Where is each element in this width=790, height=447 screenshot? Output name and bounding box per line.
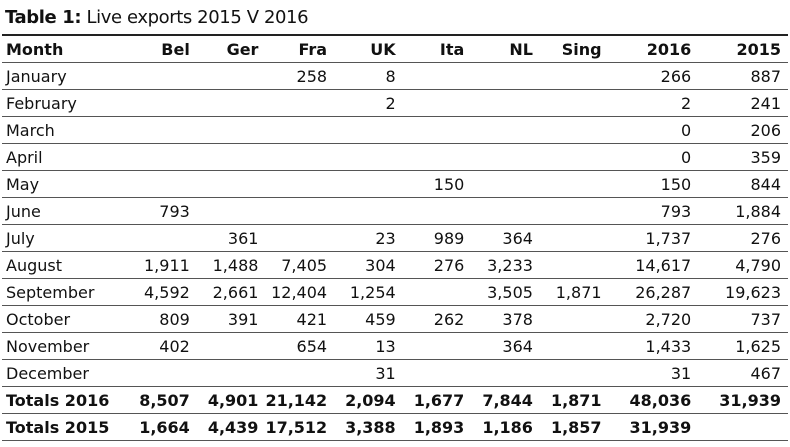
cell-ita xyxy=(403,360,472,387)
cell-ger: 391 xyxy=(197,306,266,333)
cell-nl: 378 xyxy=(471,306,540,333)
cell-ita xyxy=(403,333,472,360)
table-title-lead: Table 1: xyxy=(5,7,82,28)
cell-ita: 1,677 xyxy=(403,387,472,414)
table-row xyxy=(2,171,788,198)
cell-month: April xyxy=(2,144,128,171)
cell-ita xyxy=(403,90,472,117)
cell-bel xyxy=(128,63,197,90)
table-row xyxy=(2,198,788,225)
cell-ita xyxy=(403,198,472,225)
cell-ita: 150 xyxy=(403,171,472,198)
cell-ger xyxy=(197,144,266,171)
cell-nl: 364 xyxy=(471,225,540,252)
table-row xyxy=(2,63,788,90)
cell-ger: 2,661 xyxy=(197,279,266,306)
cell-total-2016: 48,036 xyxy=(609,387,699,414)
cell-bel: 1,664 xyxy=(128,414,197,441)
cell-uk xyxy=(334,198,403,225)
cell-sing xyxy=(540,90,609,117)
header-uk: UK xyxy=(334,35,403,63)
cell-sing xyxy=(540,117,609,144)
cell-total-2015: 844 xyxy=(698,171,788,198)
cell-uk xyxy=(334,144,403,171)
cell-fra xyxy=(265,198,334,225)
cell-nl: 364 xyxy=(471,333,540,360)
cell-uk: 13 xyxy=(334,333,403,360)
cell-fra: 17,512 xyxy=(265,414,334,441)
cell-ita xyxy=(403,63,472,90)
cell-bel xyxy=(128,171,197,198)
table-row xyxy=(2,117,788,144)
cell-nl: 3,505 xyxy=(471,279,540,306)
cell-uk xyxy=(334,171,403,198)
cell-ger xyxy=(197,360,266,387)
cell-fra: 654 xyxy=(265,333,334,360)
cell-nl xyxy=(471,144,540,171)
cell-sing xyxy=(540,306,609,333)
cell-fra: 7,405 xyxy=(265,252,334,279)
cell-month: March xyxy=(2,117,128,144)
table-row xyxy=(2,144,788,171)
cell-total-2015: 737 xyxy=(698,306,788,333)
cell-uk: 2,094 xyxy=(334,387,403,414)
cell-ita: 989 xyxy=(403,225,472,252)
cell-month: June xyxy=(2,198,128,225)
cell-ger xyxy=(197,333,266,360)
cell-sing xyxy=(540,144,609,171)
cell-uk: 31 xyxy=(334,360,403,387)
header-ita: Ita xyxy=(403,35,472,63)
cell-total-2015: 4,790 xyxy=(698,252,788,279)
cell-ita xyxy=(403,117,472,144)
cell-total-2016: 150 xyxy=(609,171,699,198)
cell-ita: 262 xyxy=(403,306,472,333)
cell-total-2016: 1,433 xyxy=(609,333,699,360)
cell-fra xyxy=(265,225,334,252)
cell-nl xyxy=(471,171,540,198)
cell-ger: 4,901 xyxy=(197,387,266,414)
cell-nl xyxy=(471,360,540,387)
header-2016: 2016 xyxy=(609,35,699,63)
table-row xyxy=(2,333,788,360)
cell-total-2016: 266 xyxy=(609,63,699,90)
cell-total-2015 xyxy=(698,414,788,441)
cell-total-2015: 206 xyxy=(698,117,788,144)
cell-fra xyxy=(265,90,334,117)
cell-nl: 7,844 xyxy=(471,387,540,414)
cell-nl: 3,233 xyxy=(471,252,540,279)
cell-month: May xyxy=(2,171,128,198)
cell-sing: 1,871 xyxy=(540,387,609,414)
cell-total-2015: 19,623 xyxy=(698,279,788,306)
cell-bel xyxy=(128,90,197,117)
cell-uk: 304 xyxy=(334,252,403,279)
header-sing: Sing xyxy=(540,35,609,63)
cell-uk: 1,254 xyxy=(334,279,403,306)
table-title xyxy=(0,0,790,34)
cell-uk: 459 xyxy=(334,306,403,333)
cell-total-2016: 0 xyxy=(609,144,699,171)
cell-month: Totals 2016 xyxy=(2,387,128,414)
cell-ger: 1,488 xyxy=(197,252,266,279)
cell-sing xyxy=(540,225,609,252)
cell-total-2015: 31,939 xyxy=(698,387,788,414)
cell-uk: 23 xyxy=(334,225,403,252)
header-month: Month xyxy=(2,35,128,63)
cell-total-2015: 241 xyxy=(698,90,788,117)
cell-ger xyxy=(197,117,266,144)
cell-total-2016: 2,720 xyxy=(609,306,699,333)
cell-uk: 3,388 xyxy=(334,414,403,441)
cell-sing xyxy=(540,171,609,198)
totals-2015-row xyxy=(2,414,788,441)
cell-bel: 809 xyxy=(128,306,197,333)
cell-sing xyxy=(540,198,609,225)
cell-sing xyxy=(540,333,609,360)
cell-sing xyxy=(540,63,609,90)
cell-bel: 8,507 xyxy=(128,387,197,414)
cell-month: November xyxy=(2,333,128,360)
live-exports-table xyxy=(2,34,788,441)
cell-total-2016: 793 xyxy=(609,198,699,225)
cell-bel: 793 xyxy=(128,198,197,225)
cell-total-2016: 2 xyxy=(609,90,699,117)
table-row xyxy=(2,306,788,333)
cell-fra: 12,404 xyxy=(265,279,334,306)
cell-ger xyxy=(197,90,266,117)
table-title-text: Live exports 2015 V 2016 xyxy=(86,7,309,28)
totals-2016-row xyxy=(2,387,788,414)
cell-total-2016: 31,939 xyxy=(609,414,699,441)
cell-bel xyxy=(128,117,197,144)
cell-total-2016: 0 xyxy=(609,117,699,144)
cell-fra: 421 xyxy=(265,306,334,333)
cell-ita: 1,893 xyxy=(403,414,472,441)
cell-uk: 2 xyxy=(334,90,403,117)
cell-bel xyxy=(128,360,197,387)
cell-fra: 258 xyxy=(265,63,334,90)
header-2015: 2015 xyxy=(698,35,788,63)
cell-nl xyxy=(471,117,540,144)
cell-sing xyxy=(540,252,609,279)
cell-bel: 402 xyxy=(128,333,197,360)
cell-nl xyxy=(471,90,540,117)
cell-fra xyxy=(265,171,334,198)
cell-uk: 8 xyxy=(334,63,403,90)
cell-ger: 361 xyxy=(197,225,266,252)
cell-fra: 21,142 xyxy=(265,387,334,414)
cell-total-2015: 1,884 xyxy=(698,198,788,225)
cell-nl xyxy=(471,198,540,225)
cell-month: August xyxy=(2,252,128,279)
cell-total-2015: 887 xyxy=(698,63,788,90)
cell-bel xyxy=(128,144,197,171)
header-bel: Bel xyxy=(128,35,197,63)
cell-nl: 1,186 xyxy=(471,414,540,441)
cell-ger xyxy=(197,63,266,90)
cell-total-2016: 1,737 xyxy=(609,225,699,252)
cell-month: December xyxy=(2,360,128,387)
table-body xyxy=(2,63,788,441)
header-ger: Ger xyxy=(197,35,266,63)
header-row xyxy=(2,35,788,63)
table-row xyxy=(2,252,788,279)
cell-total-2015: 467 xyxy=(698,360,788,387)
cell-month: February xyxy=(2,90,128,117)
header-fra: Fra xyxy=(265,35,334,63)
cell-fra xyxy=(265,360,334,387)
cell-month: October xyxy=(2,306,128,333)
cell-sing: 1,857 xyxy=(540,414,609,441)
cell-month: January xyxy=(2,63,128,90)
cell-total-2015: 359 xyxy=(698,144,788,171)
cell-total-2016: 14,617 xyxy=(609,252,699,279)
cell-sing xyxy=(540,360,609,387)
cell-fra xyxy=(265,144,334,171)
cell-nl xyxy=(471,63,540,90)
cell-total-2015: 276 xyxy=(698,225,788,252)
table-row xyxy=(2,225,788,252)
cell-uk xyxy=(334,117,403,144)
cell-ger xyxy=(197,198,266,225)
cell-total-2015: 1,625 xyxy=(698,333,788,360)
table-row xyxy=(2,90,788,117)
table-row xyxy=(2,279,788,306)
cell-bel: 1,911 xyxy=(128,252,197,279)
cell-ita xyxy=(403,279,472,306)
cell-bel: 4,592 xyxy=(128,279,197,306)
cell-fra xyxy=(265,117,334,144)
cell-sing: 1,871 xyxy=(540,279,609,306)
header-nl: NL xyxy=(471,35,540,63)
cell-bel xyxy=(128,225,197,252)
cell-ger xyxy=(197,171,266,198)
cell-month: September xyxy=(2,279,128,306)
cell-total-2016: 26,287 xyxy=(609,279,699,306)
table-row xyxy=(2,360,788,387)
cell-ita: 276 xyxy=(403,252,472,279)
cell-ger: 4,439 xyxy=(197,414,266,441)
cell-month: July xyxy=(2,225,128,252)
cell-month: Totals 2015 xyxy=(2,414,128,441)
cell-ita xyxy=(403,144,472,171)
cell-total-2016: 31 xyxy=(609,360,699,387)
